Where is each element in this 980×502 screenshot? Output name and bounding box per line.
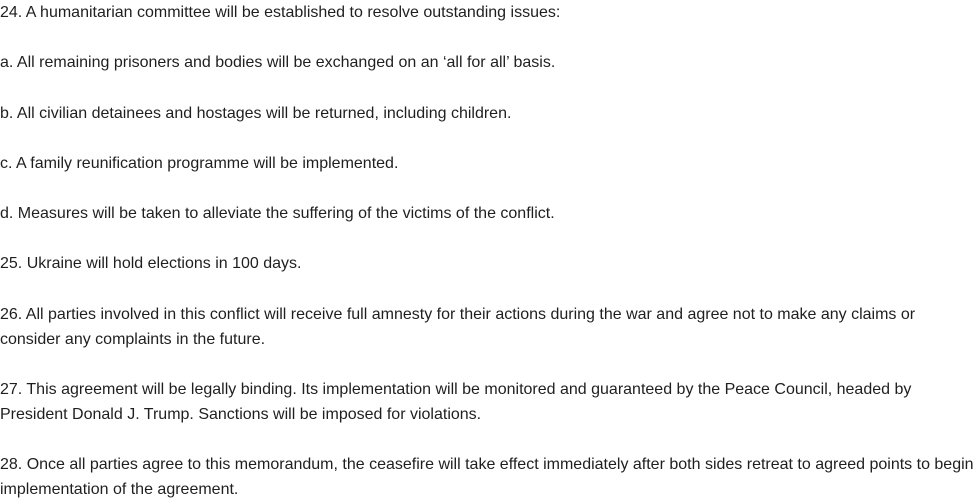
paragraph-point-24c: c. A family reunification programme will be implemented. <box>0 154 399 172</box>
paragraph-point-27: 27. This agreement will be legally binding. Its implementation will be monitored and guaranteed by the Peace Council, headed by President Donald J. Trump. Sanctions will be imposed for violations. <box>0 381 912 424</box>
paragraph-point-24: 24. A humanitarian committee will be established to resolve outstanding issues: <box>0 4 561 21</box>
paragraph-point-24b: b. All civilian detainees and hostages will be returned, including children. <box>0 104 512 122</box>
paragraph-point-26: 26. All parties involved in this conflict will receive full amnesty for their actions during the war and agree not to make any claims or consider any complaints in the future. <box>0 305 916 348</box>
paragraph-point-24a: a. All remaining prisoners and bodies will be exchanged on an ‘all for all’ basis. <box>0 54 556 72</box>
paragraph-point-25: 25. Ukraine will hold elections in 100 days. <box>0 255 302 273</box>
paragraph-point-28: 28. Once all parties agree to this memorandum, the ceasefire will take effect immediately after both sides retreat to agreed points to begin implementation of the agreement. <box>0 456 974 499</box>
paragraph-point-24d: d. Measures will be taken to alleviate the suffering of the victims of the conflict. <box>0 205 555 223</box>
